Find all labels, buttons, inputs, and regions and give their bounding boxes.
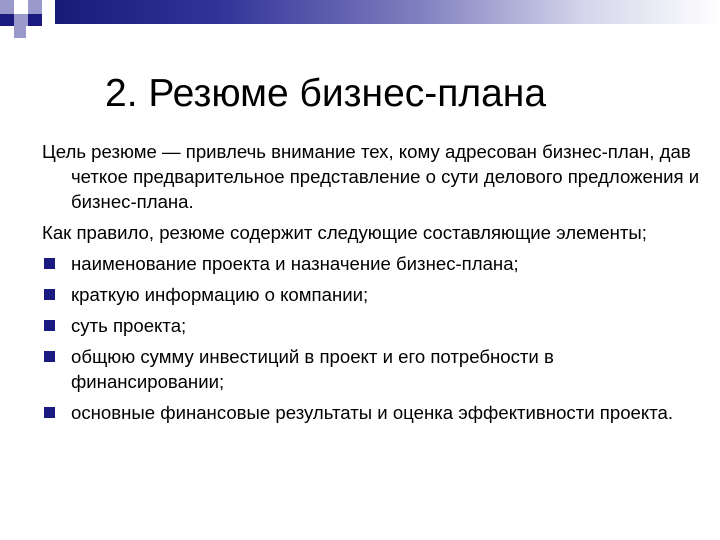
deco-square: [28, 14, 42, 26]
header-decoration: [0, 0, 720, 40]
intro-paragraph: Цель резюме — привлечь внимание тех, кому адресован бизнес-план, дав четкое предварительное представление о сути делового предложения и бизнес-плана.: [42, 141, 700, 212]
slide-body: [42, 139, 702, 431]
deco-square: [0, 14, 14, 26]
bullet-text: общюю сумму инвестиций в проект и его потребности в финансировании;: [71, 346, 554, 392]
bullet-text: основные финансовые результаты и оценка эффективности проекта.: [71, 402, 674, 423]
square-bullet-icon: [44, 320, 55, 331]
bullet-text: суть проекта;: [71, 315, 187, 336]
bullet-text: наименование проекта и назначение бизнес-плана;: [71, 253, 519, 274]
bullet-item: [42, 400, 702, 425]
components-paragraph: Как правило, резюме содержит следующие составляющие элементы;: [42, 222, 647, 243]
bullet-item: [42, 344, 702, 394]
bullet-item: [42, 313, 702, 338]
deco-square: [14, 14, 28, 26]
square-bullet-icon: [44, 258, 55, 269]
gradient-band: [55, 0, 720, 24]
square-bullet-icon: [44, 289, 55, 300]
bullet-list: [42, 251, 702, 425]
slide-title: 2. Резюме бизнес-плана: [105, 72, 547, 115]
square-bullet-icon: [44, 351, 55, 362]
square-bullet-icon: [44, 407, 55, 418]
bullet-item: [42, 282, 702, 307]
deco-square: [0, 0, 14, 14]
bullet-item: [42, 251, 702, 276]
deco-square: [14, 0, 28, 14]
deco-square: [14, 26, 26, 38]
bullet-text: краткую информацию о компании;: [71, 284, 369, 305]
deco-square: [42, 0, 55, 14]
deco-square: [28, 0, 42, 14]
